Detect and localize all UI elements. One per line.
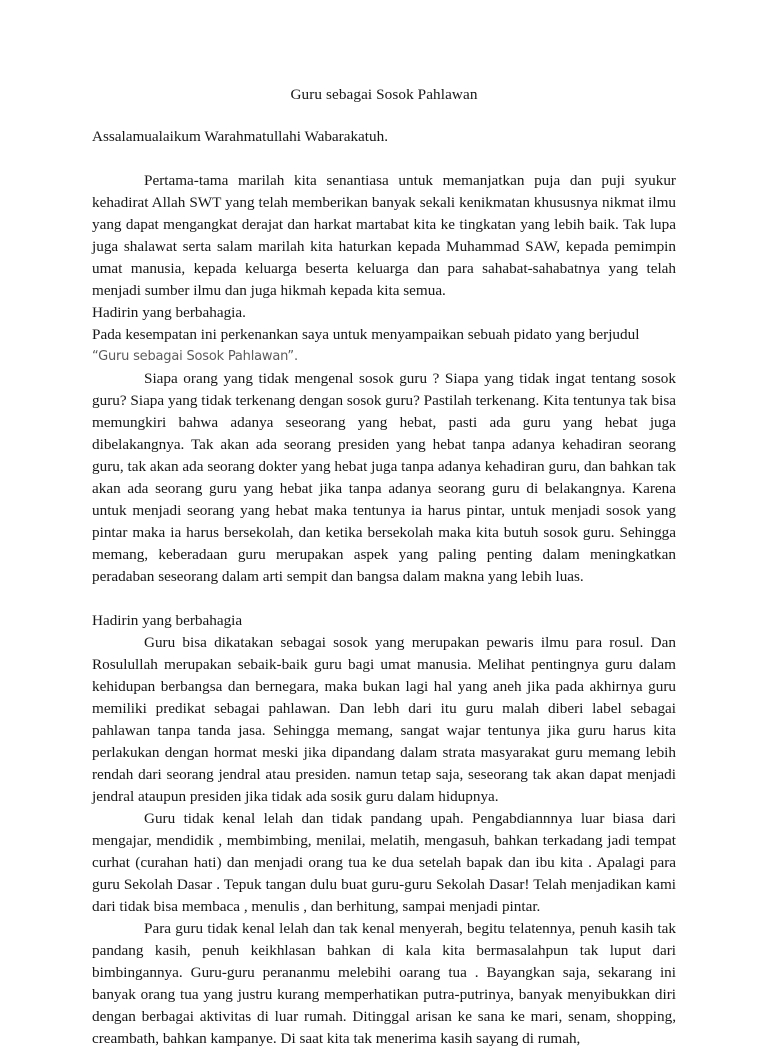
line-speech-intro: Pada kesempatan ini perkenankan saya untuk menyampaikan sebuah pidato yang berjudul: [92, 326, 640, 343]
subheading-hadirin: Hadirin yang berbahagia: [92, 612, 243, 629]
paragraph-para-guru: Para guru tidak kenal lelah dan tak kenal menyerah, begitu telatennya, penuh kasih tak pandang kasih, penuh keikhlasan bahkan di kala kita bermasalahpun tak luput dari bimbingannya. Guru-guru perananmu melebihi oarang tua . Bayangkan saja, sekarang ini banyak orang tua yang justru kurang memperhatikan putra-putrinya, banyak menyibukkan diri dengan berbagai aktivitas di luar rumah. Ditinggal arisan ke sana ke mari, senam, shopping, creambath, bahkan kampanye. Di saat kita tak menerima kasih sayang di rumah,: [92, 920, 676, 1047]
paragraph-pewaris-ilmu: Guru bisa dikatakan sebagai sosok yang merupakan pewaris ilmu para rosul. Dan Rosulullah merupakan sebaik-baik guru bagi umat manusia. Melihat pentingnya guru dalam kehidupan berbangsa dan bernegara, maka bukan lagi hal yang aneh jika pada akhirnya guru memiliki predikat sebagai pahlawan. Dan lebh dari itu guru malah diberi label sebagai pahlawan tanpa tanda jasa. Sehingga memang, sangat wajar tentunya jika guru harus kita perlakukan dengan hormat meski jika dipandang dalam strata masyarakat guru memang lebih rendah dari seorang jendral atau presiden. namun tetap saja, seseorang tak akan dapat menjadi jendral ataupun presiden jika tidak ada sosik guru dalam hidupnya.: [92, 634, 676, 805]
line-hadirin-first: Hadirin yang berbahagia.: [92, 304, 246, 321]
spacer: [92, 588, 676, 610]
document-text-column: [92, 84, 676, 1050]
paragraph-opening: Pertama-tama marilah kita senantiasa untuk memanjatkan puja dan puji syukur kehadirat Allah SWT yang telah memberikan banyak sekali kenikmatan khususnya nikmat ilmu yang dapat mengangkat derajat dan harkat martabat kita ke tingkatan yang lebih baik. Tak lupa juga shalawat serta salam marilah kita haturkan kepada Muhammad SAW, kepada pemimpin umat manusia, kepada keluarga beserta keluarga dan para sahabat-sahabatnya yang telah menjadi sumber ilmu dan juga hikmah kepada kita semua.: [92, 172, 676, 299]
quoted-speech-title: “Guru sebagai Sosok Pahlawan”.: [92, 349, 298, 364]
page-title: Guru sebagai Sosok Pahlawan: [290, 86, 478, 103]
paragraph-tidak-kenal-lelah: Guru tidak kenal lelah dan tidak pandang upah. Pengabdiannnya luar biasa dari mengajar, mendidik , membimbing, menilai, melatih, mengasuh, bahkan terkadang jadi tempat curhat (curahan hati) dan menjadi orang tua ke dua setelah bapak dan ibu kita . Apalagi para guru Sekolah Dasar . Tepuk tangan dulu buat guru-guru Sekolah Dasar! Telah menjadikan kami dari tidak bisa membaca , menulis , dan berhitung, sampai menjadi pintar.: [92, 810, 676, 915]
spacer: [92, 148, 676, 170]
paragraph-siapa-orang: Siapa orang yang tidak mengenal sosok guru ? Siapa yang tidak ingat tentang sosok guru? Siapa yang tidak terkenang dengan sosok guru? Pastilah terkenang. Kita tentunya tak bisa memungkiri bahwa adanya seseorang yang hebat, pasti ada guru yang hebat juga dibelakangnya. Tak akan ada seorang presiden yang hebat tanpa adanya kehadiran seorang guru, tak akan ada seorang dokter yang hebat juga tanpa adanya kehadiran guru, dan bahkan tak akan ada seorang guru yang hebat jika tanpa adanya seorang guru di belakangnya. Karena untuk menjadi seorang yang hebat maka tentunya ia harus pintar, untuk menjadi sosok yang pintar maka ia harus bersekolah, dan ketika bersekolah maka kita butuh sosok guru. Sehingga memang, keberadaan guru merupakan aspek yang paling penting dalam meningkatkan peradaban seseorang dalam arti sempit dan bangsa dalam makna yang lebih luas.: [92, 370, 676, 585]
greeting-line: Assalamualaikum Warahmatullahi Wabarakatuh.: [92, 128, 389, 145]
